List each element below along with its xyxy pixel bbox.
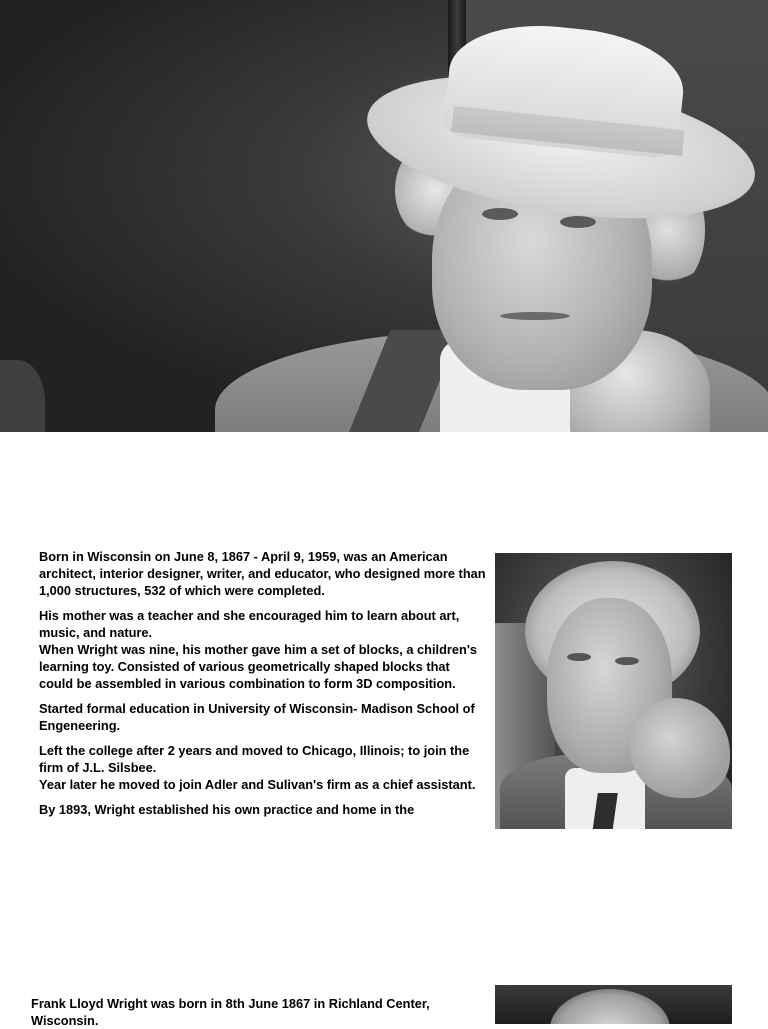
eye-right <box>615 657 639 665</box>
mouth <box>500 312 570 320</box>
birth-info-text: Frank Lloyd Wright was born in 8th June 1867 in Richland Center, Wisconsin. <box>31 996 430 1028</box>
hands-shape <box>630 698 730 798</box>
bio-paragraph-4: Left the college after 2 years and moved to Chicago, Illinois; to join the firm of J.L. Silsbee. Year later he moved to join Adler and Sulivan's firm as a chief assistant. <box>39 743 476 792</box>
eye-left <box>567 653 591 661</box>
background-figure <box>0 360 45 432</box>
bio-paragraph-1: Born in Wisconsin on June 8, 1867 - April 9, 1959, was an American architect, interior designer, writer, and educator, who designed more than 1,000 structures, 532 of which were completed. <box>39 549 486 598</box>
bio-paragraph-3: Started formal education in University of Wisconsin- Madison School of Engeneering. <box>39 701 475 733</box>
bio-paragraph-2: His mother was a teacher and she encouraged him to learn about art, music, and nature. When Wright was nine, his mother gave him a set of blocks, a children's learning toy. Consisted of various geometrically shaped blocks that could be assembled in various combination to form 3D composition. <box>39 608 477 691</box>
bio-paragraph-5: By 1893, Wright established his own practice and home in the <box>39 802 415 817</box>
biography-text <box>39 548 487 864</box>
eye-left <box>482 208 518 220</box>
eye-right <box>560 216 596 228</box>
hero-portrait-photo <box>0 0 768 432</box>
portrait-bottom-photo <box>495 985 732 1024</box>
hair-shape <box>550 989 670 1024</box>
portrait-hand-on-chin-photo <box>495 553 732 829</box>
